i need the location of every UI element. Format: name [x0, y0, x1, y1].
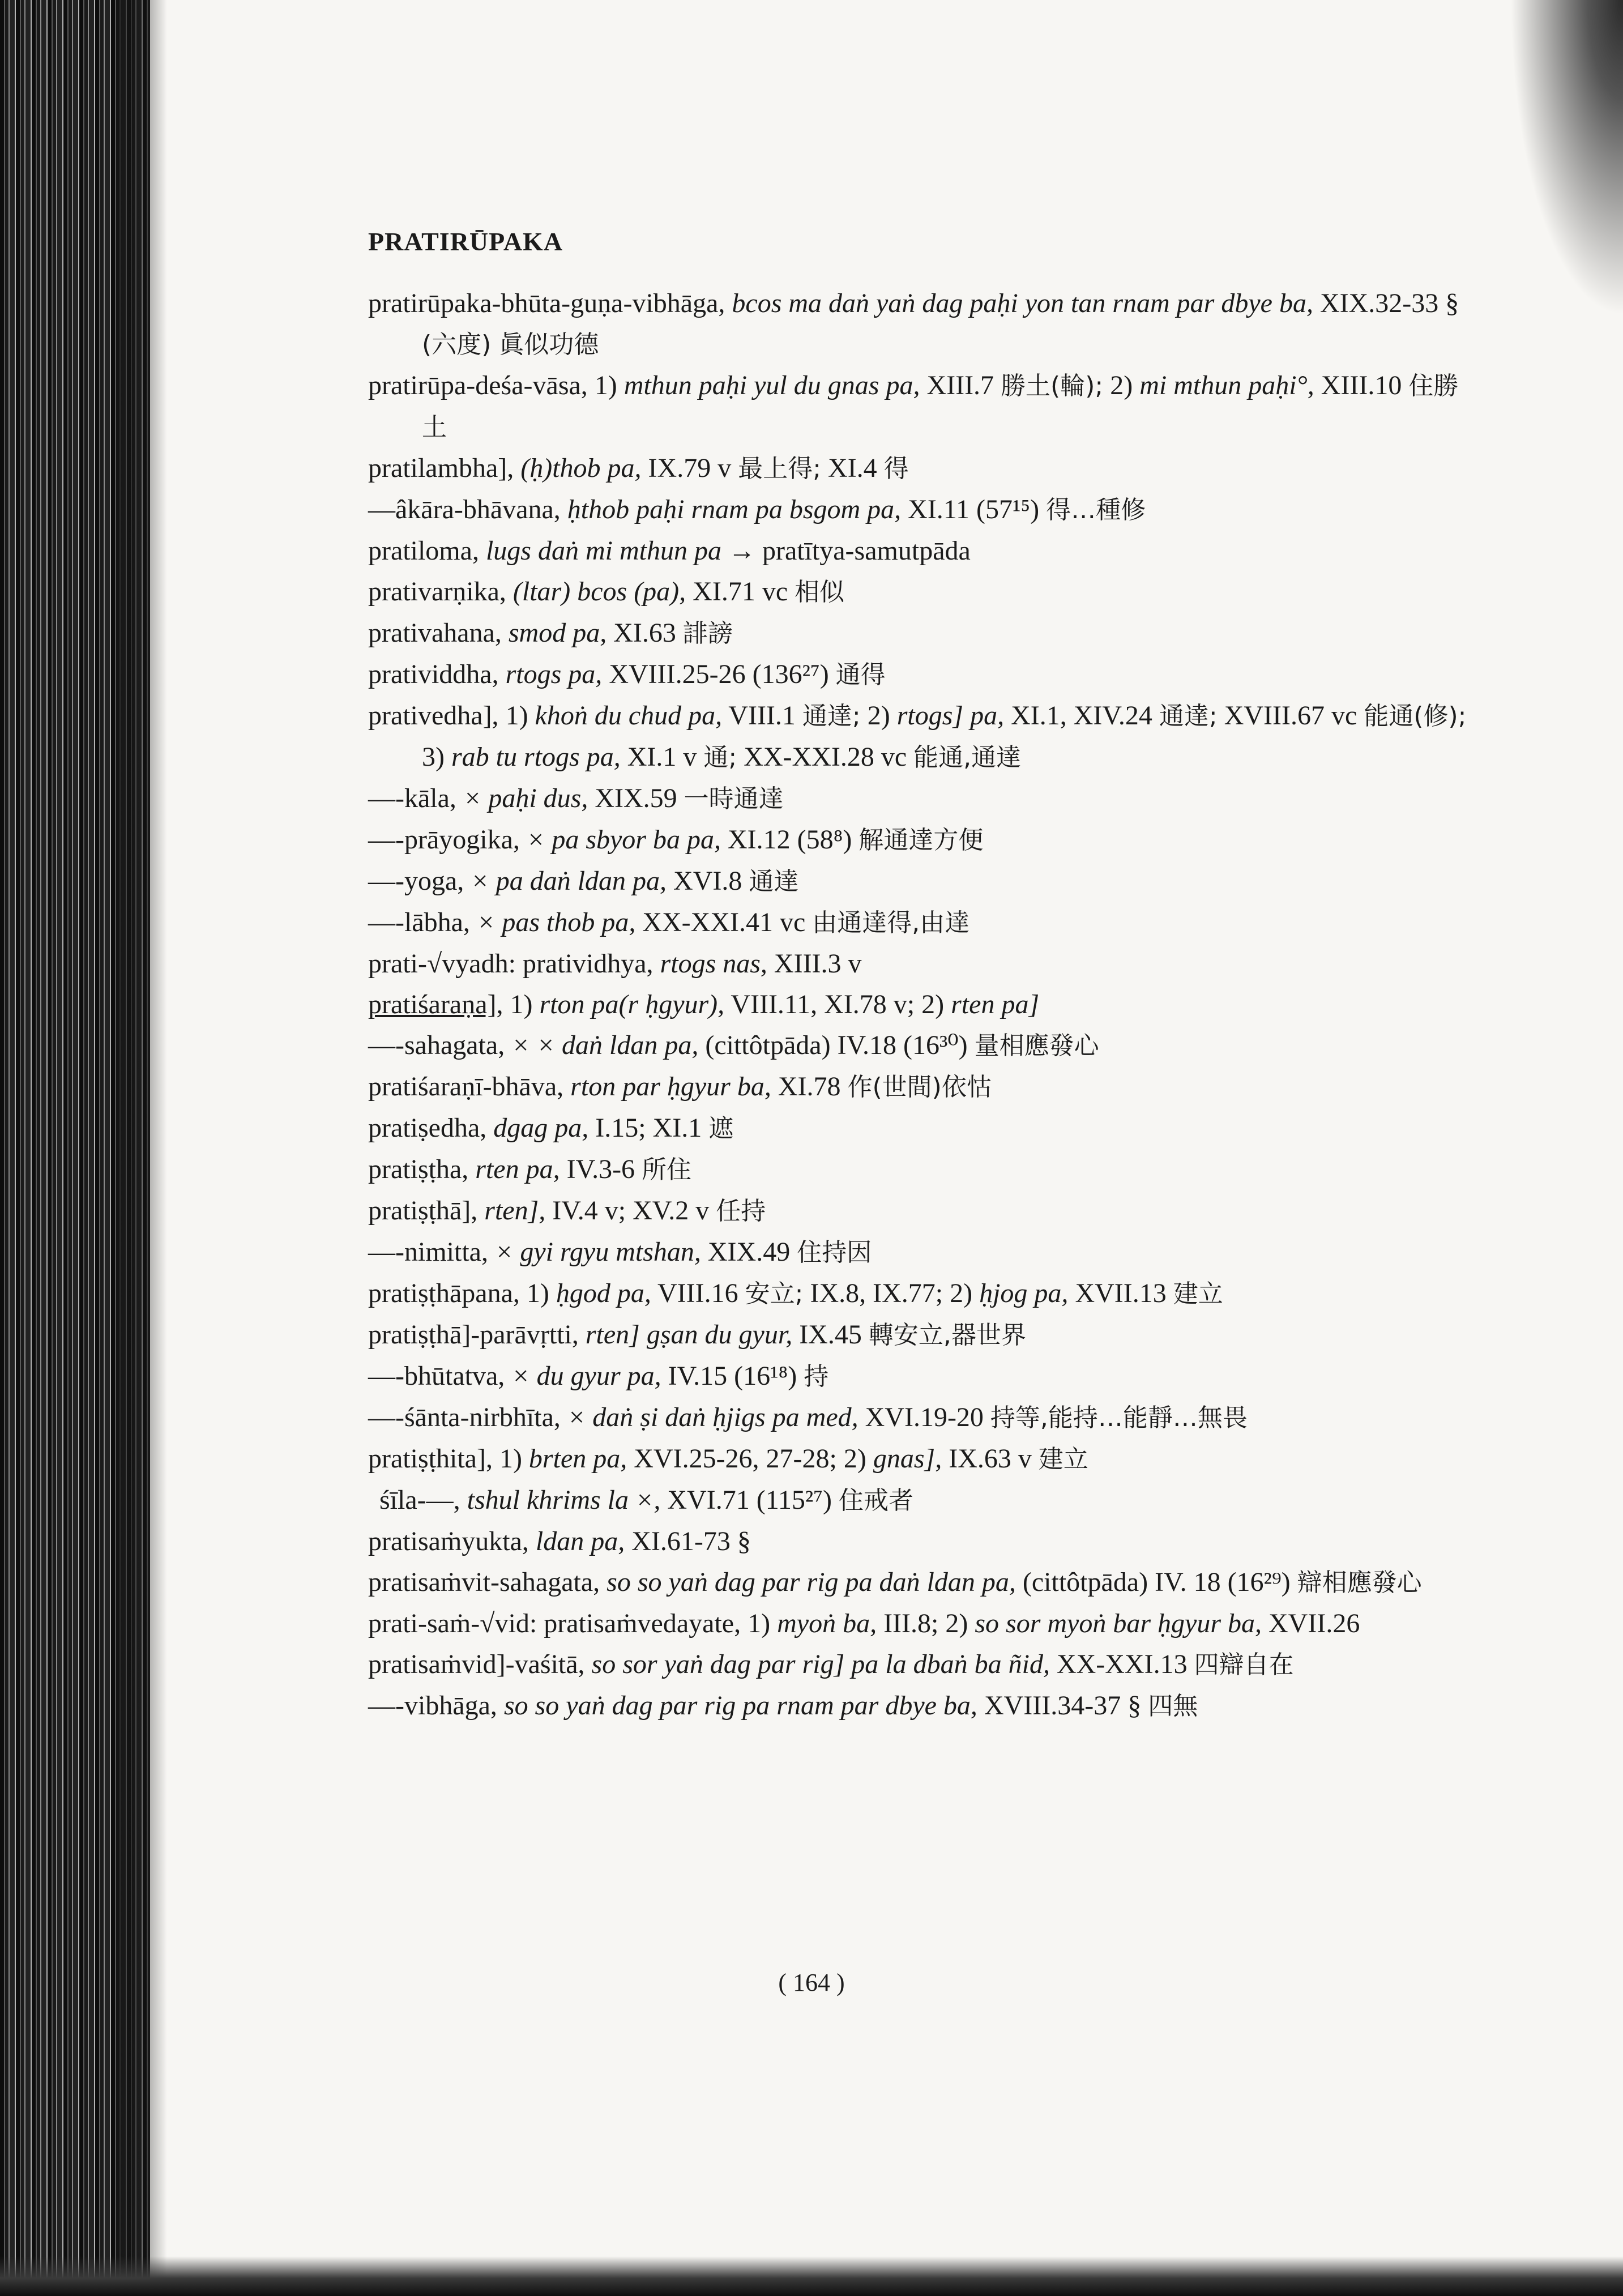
entry-reference: XIII.7 — [926, 370, 994, 400]
entry-form: pratisaṁvedayate, — [544, 1608, 741, 1638]
entry-reference: XVI.25-26, 27-28; — [634, 1444, 837, 1474]
entry-reference: XI.63 — [613, 618, 676, 648]
entry-headword: —âkāra-bhāvana, — [368, 494, 561, 524]
entry-headword: pratisaṁvit-sahagata, — [368, 1567, 600, 1597]
entry-headword: —-nimitta, — [368, 1237, 488, 1267]
dictionary-entry — [368, 1149, 1472, 1190]
entry-tibetan: × gyi rgyu mtshan, — [494, 1237, 701, 1267]
entry-reference: VIII.16 — [657, 1278, 738, 1308]
entry-tibetan: × × daṅ ldan pa, — [511, 1030, 699, 1060]
dictionary-entry — [368, 283, 1472, 365]
entry-reference: → pratītya-samutpāda — [728, 536, 971, 566]
entry-reference: XI.11 (57¹⁵) — [908, 494, 1040, 524]
dictionary-entry — [368, 531, 1472, 571]
entry-chinese: 能通,通達 — [913, 743, 1022, 772]
entry-chinese: 住戒者 — [839, 1486, 914, 1515]
entry-reference: XIX.59 — [595, 783, 677, 813]
entry-reference: XI.71 vc — [693, 577, 788, 607]
entry-tibetan: rten], — [484, 1196, 546, 1226]
entry-reference: IX.45 — [799, 1320, 862, 1350]
entry-chinese: (六度) 眞似功德 — [422, 330, 599, 359]
entry-chinese: 解通達方便 — [859, 826, 984, 855]
dictionary-entry — [368, 1397, 1472, 1439]
page-title: PRATIRŪPAKA — [368, 227, 563, 256]
dictionary-entries — [368, 283, 1472, 1727]
entry-headword: pratiṣṭhita], — [368, 1444, 493, 1474]
entry-headword: pratilambha], — [368, 453, 514, 483]
entry-reference: XI.1 — [652, 1113, 702, 1143]
entry-headword: —-prāyogika, — [368, 825, 520, 855]
entry-headword: pratiśaraṇa], — [368, 989, 503, 1019]
entry-headword: —-bhūtatva, — [368, 1361, 505, 1391]
entry-tibetan: so sor yaṅ dag par rig] pa la dbaṅ ba ñid, — [591, 1649, 1050, 1679]
entry-reference: XVIII.25-26 (136²⁷) — [609, 659, 829, 689]
entry-headword: pratisaṁyukta, — [368, 1526, 529, 1556]
entry-headword: —-yoga, — [368, 866, 464, 896]
dictionary-entry — [368, 820, 1472, 861]
page-number: ( 164 ) — [778, 1969, 845, 1996]
entry-reference: 2) — [921, 989, 945, 1019]
dictionary-entry — [368, 654, 1472, 695]
entry-chinese: 作(世間)依怙 — [847, 1073, 992, 1102]
dictionary-entry — [368, 448, 1472, 489]
entry-headword: —-lābha, — [368, 907, 470, 937]
entry-reference: I.15; — [595, 1113, 646, 1143]
dictionary-entry — [368, 1066, 1472, 1108]
entry-headword: pratiṣṭhā], — [368, 1196, 478, 1226]
dictionary-entry — [368, 1603, 1472, 1644]
entry-reference: 1) — [748, 1608, 771, 1638]
dictionary-entry — [368, 861, 1472, 902]
entry-headword: pratiśaraṇī-bhāva, — [368, 1072, 564, 1102]
entry-reference: XIII.10 — [1321, 370, 1402, 400]
entry-tibetan: ldan pa, — [535, 1526, 625, 1556]
entry-tibetan: ḥthob paḥi rnam pa bsgom pa, — [567, 494, 902, 524]
entry-headword: pratiṣṭhāpana, — [368, 1278, 520, 1308]
dictionary-entry — [368, 1521, 1472, 1562]
dictionary-entry — [368, 984, 1472, 1025]
entry-headword: śīla-—, — [379, 1485, 460, 1515]
entry-reference: 2) — [1110, 370, 1133, 400]
entry-tibetan: myoṅ ba, — [777, 1608, 877, 1638]
entry-tibetan: so sor myoṅ bar ḥgyur ba, — [975, 1608, 1262, 1638]
entry-chinese: 能通(修); — [1364, 702, 1467, 731]
entry-tibetan: ḥjog pa, — [979, 1278, 1069, 1308]
dictionary-entry — [368, 1232, 1472, 1273]
dictionary-entry — [368, 489, 1472, 531]
entry-chinese: 勝土(輪); — [1001, 372, 1104, 400]
entry-chinese: 通得 — [835, 660, 886, 689]
entry-tibetan: × daṅ ṣi daṅ ḥjigs pa med, — [567, 1402, 859, 1432]
dictionary-entry — [368, 902, 1472, 944]
entry-headword: prativedha], — [368, 701, 499, 731]
entry-reference: III.8; — [883, 1608, 939, 1638]
entry-reference: XI.1, XIV.24 — [1011, 701, 1152, 731]
dictionary-entry — [368, 1562, 1472, 1603]
entry-reference: IV.3-6 — [566, 1154, 635, 1184]
dictionary-entry — [368, 1356, 1472, 1397]
entry-chinese: 住勝土 — [422, 372, 1459, 442]
dictionary-entry — [368, 1439, 1472, 1480]
entry-tibetan: × du gyur pa, — [511, 1361, 661, 1391]
page-corner-shadow — [1510, 0, 1623, 317]
entry-reference: IX.8, IX.77; — [810, 1278, 943, 1308]
entry-tibetan: so so yaṅ dag par rig pa daṅ ldan pa, — [607, 1567, 1016, 1597]
entry-chinese: 得 — [883, 454, 909, 483]
entry-tibetan: khoṅ du chud pa, — [535, 701, 723, 731]
entry-chinese: 量相應發心 — [974, 1031, 1099, 1060]
entry-reference: 2) — [945, 1608, 968, 1638]
entry-headword: —-sahagata, — [368, 1030, 505, 1060]
entry-reference: (cittôtpāda) IV. 18 (16²⁹) — [1022, 1567, 1291, 1597]
entry-chinese: 住持因 — [797, 1238, 872, 1267]
entry-headword: pratiloma, — [368, 536, 479, 566]
entry-reference: VIII.11, XI.78 v; — [731, 989, 915, 1019]
entry-headword: pratirūpaka-bhūta-guṇa-vibhāga, — [368, 288, 725, 318]
entry-reference: 2) — [950, 1278, 973, 1308]
entry-reference: XIII.3 v — [774, 949, 862, 979]
entry-tibetan: smod pa, — [508, 618, 607, 648]
entry-form: pratividhya, — [522, 949, 654, 979]
entry-chinese: 轉安立,器世界 — [868, 1321, 1026, 1350]
entry-chinese: 四無 — [1148, 1692, 1198, 1721]
entry-chinese: 安立; — [745, 1279, 804, 1308]
entry-tibetan: rton par ḥgyur ba, — [570, 1072, 771, 1102]
entry-reference: XI.61-73 § — [631, 1526, 751, 1556]
entry-headword: —-kāla, — [368, 783, 456, 813]
entry-reference: XX-XXI.13 — [1056, 1649, 1188, 1679]
entry-headword: prati-saṁ-√vid: — [368, 1608, 537, 1638]
entry-tibetan: bcos ma daṅ yaṅ dag paḥi yon tan rnam par dbye ba, — [732, 288, 1313, 318]
entry-tibetan: gnas], — [873, 1444, 942, 1474]
entry-tibetan: rtogs] pa, — [896, 701, 1005, 731]
entry-headword: —-śānta-nirbhīta, — [368, 1402, 561, 1432]
dictionary-entry — [368, 1644, 1472, 1685]
entry-reference: 2) — [843, 1444, 866, 1474]
entry-reference: 1) — [499, 1444, 522, 1474]
entry-tibetan: rab tu rtogs pa, — [451, 742, 621, 772]
entry-reference: XI.1 v — [627, 742, 697, 772]
entry-tibetan: rten pa] — [951, 989, 1040, 1019]
entry-chinese: 通達 — [749, 867, 799, 896]
entry-tibetan: rten pa, — [475, 1154, 560, 1184]
entry-tibetan: ḥgod pa, — [556, 1278, 651, 1308]
entry-reference: IX.63 v — [949, 1444, 1032, 1474]
entry-reference: 1) — [510, 989, 533, 1019]
entry-chinese: 任持 — [716, 1197, 766, 1226]
entry-tibetan: × pas thob pa, — [476, 907, 636, 937]
page-bottom-edge — [0, 2256, 1623, 2296]
dictionary-entry — [368, 1108, 1472, 1149]
entry-headword: —-vibhāga, — [368, 1691, 497, 1721]
entry-chinese: 持等,能持…能靜…無畏 — [990, 1403, 1248, 1432]
entry-tibetan: rtogs nas, — [660, 949, 767, 979]
entry-reference: 2) — [867, 701, 890, 731]
entry-reference: 3) — [422, 742, 445, 772]
entry-tibetan: tshul khrims la ×, — [467, 1485, 661, 1515]
entry-tibetan: mi mthun paḥi°, — [1139, 370, 1314, 400]
entry-headword: pratirūpa-deśa-vāsa, — [368, 370, 588, 400]
dictionary-entry — [368, 365, 1472, 448]
dictionary-entry — [368, 1315, 1472, 1356]
entry-tibetan: × paḥi dus, — [463, 783, 588, 813]
entry-reference: XVI.19-20 — [865, 1402, 984, 1432]
entry-reference: IV.4 v; — [552, 1196, 626, 1226]
entry-tibetan: (ḥ)thob pa, — [520, 453, 642, 483]
entry-reference: XI.4 — [828, 453, 877, 483]
entry-tibetan: so so yaṅ dag par rig pa rnam par dbye ba, — [503, 1691, 977, 1721]
entry-reference: (cittôtpāda) IV.18 (16³⁰) — [705, 1030, 968, 1060]
dictionary-entry — [368, 695, 1472, 778]
entry-reference: XVIII.67 vc — [1224, 701, 1357, 731]
entry-tibetan: rtogs pa, — [505, 659, 603, 689]
dictionary-entry — [368, 1273, 1472, 1315]
entry-tibetan: brten pa, — [528, 1444, 627, 1474]
entry-chinese: 一時通達 — [684, 784, 784, 813]
entry-reference: XI.12 (58⁸) — [727, 825, 852, 855]
dictionary-entry — [368, 613, 1472, 654]
entry-tibetan: × pa daṅ ldan pa, — [471, 866, 667, 896]
dictionary-entry — [368, 944, 1472, 984]
entry-reference: XVII.13 — [1075, 1278, 1167, 1308]
entry-reference: 1) — [526, 1278, 549, 1308]
entry-chinese: 建立 — [1038, 1445, 1088, 1474]
entry-reference: XX-XXI.41 vc — [642, 907, 806, 937]
dictionary-entry — [368, 1190, 1472, 1232]
entry-headword: pratiṣṭha, — [368, 1154, 469, 1184]
entry-headword: prati-√vyadh: — [368, 949, 516, 979]
entry-chinese: 通; — [703, 743, 737, 772]
entry-chinese: 辯相應發心 — [1297, 1568, 1422, 1597]
dictionary-entry — [368, 1025, 1472, 1066]
entry-reference: XX-XXI.28 vc — [744, 742, 907, 772]
entry-reference: VIII.1 — [728, 701, 796, 731]
entry-headword: prativarṇika, — [368, 577, 506, 607]
entry-tibetan: dgag pa, — [493, 1113, 589, 1143]
spine-shadow — [116, 0, 167, 2296]
entry-chinese: 建立 — [1173, 1279, 1223, 1308]
entry-chinese: 誹謗 — [682, 619, 733, 648]
entry-reference: XVI.8 — [673, 866, 742, 896]
entry-reference: XIX.32-33 § — [1319, 288, 1459, 318]
entry-headword: pratiṣedha, — [368, 1113, 487, 1143]
entry-headword: pratiṣṭhā]-parāvṛtti, — [368, 1320, 579, 1350]
entry-reference: XI.78 — [778, 1072, 841, 1102]
entry-reference: XVII.26 — [1268, 1608, 1360, 1638]
entry-headword: pratividdha, — [368, 659, 499, 689]
entry-chinese: 所住 — [642, 1155, 692, 1184]
entry-reference: IX.79 v — [648, 453, 732, 483]
entry-chinese: 通達; — [1159, 702, 1218, 731]
entry-headword: prativahana, — [368, 618, 502, 648]
entry-chinese: 得…種修 — [1046, 496, 1146, 524]
entry-reference: 1) — [594, 370, 617, 400]
entry-tibetan: × pa sbyor ba pa, — [526, 825, 721, 855]
entry-reference: XIX.49 — [707, 1237, 791, 1267]
entry-chinese: 最上得; — [738, 454, 822, 483]
entry-chinese: 通達; — [802, 702, 861, 731]
entry-chinese: 由通達得,由達 — [812, 908, 970, 937]
entry-reference: XVIII.34-37 § — [984, 1691, 1142, 1721]
dictionary-entry — [368, 1480, 1472, 1521]
entry-tibetan: lugs daṅ mi mthun pa — [485, 536, 721, 566]
entry-reference: IV.15 (16¹⁸) — [668, 1361, 797, 1391]
entry-tibetan: mthun paḥi yul du gnas pa, — [623, 370, 920, 400]
entry-reference: XVI.71 (115²⁷) — [667, 1485, 832, 1515]
entry-reference: XV.2 v — [633, 1196, 710, 1226]
entry-headword: pratisaṁvid]-vaśitā, — [368, 1649, 585, 1679]
entry-tibetan: rton pa(r ḥgyur), — [539, 989, 725, 1019]
dictionary-entry — [368, 571, 1472, 613]
entry-tibetan: rten] gṣan du gyur, — [585, 1320, 793, 1350]
entry-chinese: 四辯自在 — [1194, 1650, 1294, 1679]
entry-reference: 1) — [505, 701, 528, 731]
entry-chinese: 持 — [804, 1362, 829, 1391]
dictionary-entry — [368, 778, 1472, 820]
entry-chinese: 遮 — [708, 1114, 734, 1143]
entry-chinese: 相似 — [795, 578, 845, 607]
entry-tibetan: (ltar) bcos (pa), — [512, 577, 686, 607]
dictionary-entry — [368, 1685, 1472, 1727]
